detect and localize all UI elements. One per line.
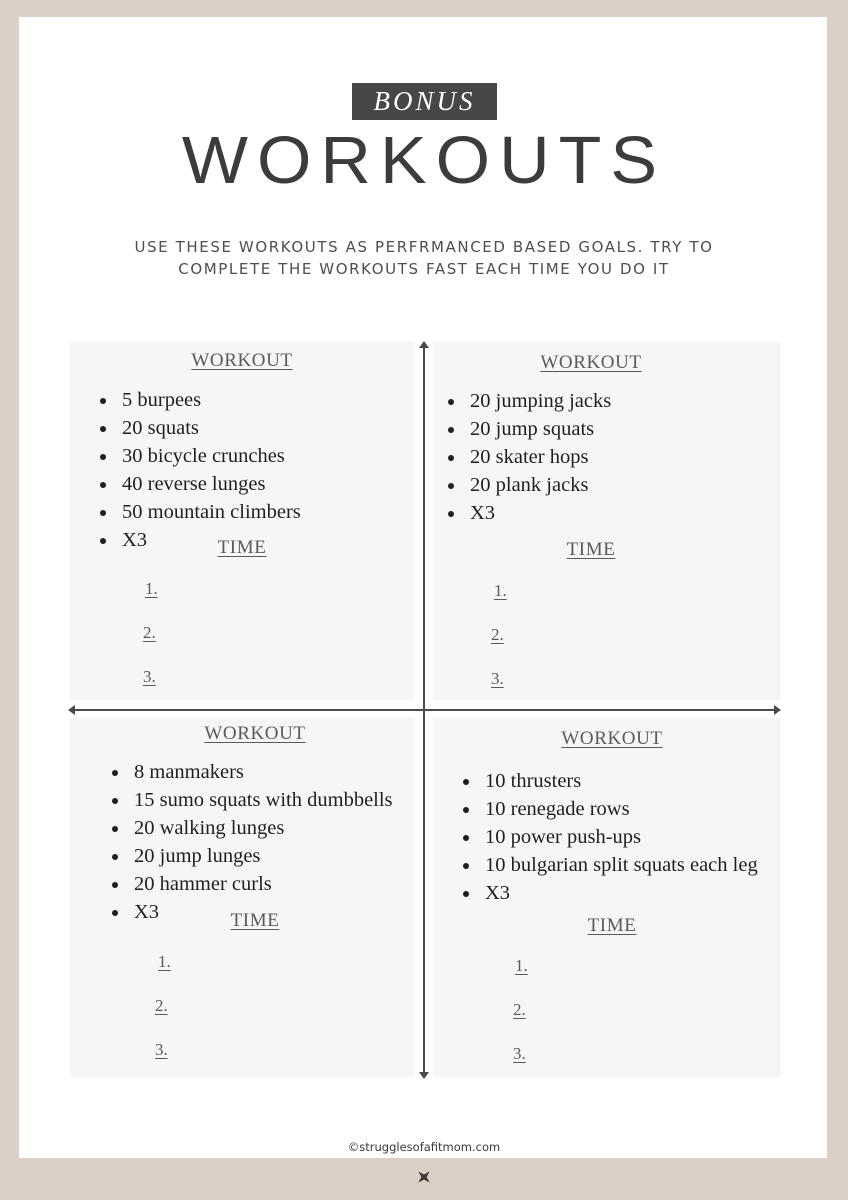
time-entry-3[interactable]: 3. xyxy=(143,667,156,686)
sparkle-icon xyxy=(414,1167,434,1187)
exercise-item: 20 skater hops xyxy=(448,443,611,471)
exercise-item: X3 xyxy=(112,898,393,926)
exercise-item: 20 squats xyxy=(100,414,301,442)
time-entry-2[interactable]: 2. xyxy=(513,1000,526,1019)
exercise-item: 5 burpees xyxy=(100,386,301,414)
instructions-line-2: COMPLETE THE WORKOUTS FAST EACH TIME YOU DO IT xyxy=(178,260,670,278)
exercise-item: 20 jump lunges xyxy=(112,842,393,870)
exercise-item: 20 walking lunges xyxy=(112,814,393,842)
time-entry-1[interactable]: 1. xyxy=(145,579,158,598)
time-entry-2[interactable]: 2. xyxy=(155,996,168,1015)
exercise-item: 40 reverse lunges xyxy=(100,470,301,498)
time-entry-1[interactable]: 1. xyxy=(158,952,171,971)
exercise-item: 20 jump squats xyxy=(448,415,611,443)
workout-panel-2 xyxy=(433,342,781,700)
time-heading: TIME xyxy=(230,910,280,931)
time-heading: TIME xyxy=(587,915,637,936)
exercise-item: 20 plank jacks xyxy=(448,471,611,499)
exercise-list xyxy=(448,387,611,527)
time-entry-1[interactable]: 1. xyxy=(515,956,528,975)
time-heading: TIME xyxy=(566,539,616,560)
exercise-item: 20 jumping jacks xyxy=(448,387,611,415)
instructions-line-1: USE THESE WORKOUTS AS PERFRMANCED BASED GOALS. TRY TO xyxy=(134,238,714,256)
exercise-item: 30 bicycle crunches xyxy=(100,442,301,470)
time-entry-2[interactable]: 2. xyxy=(143,623,156,642)
exercise-list xyxy=(100,386,301,554)
time-entry-2[interactable]: 2. xyxy=(491,625,504,644)
workout-panel-4 xyxy=(433,718,781,1077)
exercise-item: 10 bulgarian split squats each leg xyxy=(463,851,758,879)
exercise-item: X3 xyxy=(463,879,758,907)
arrow-left-icon xyxy=(68,705,75,715)
exercise-item: X3 xyxy=(448,499,611,527)
page-title: WORKOUTS xyxy=(181,122,667,198)
exercise-item: 8 manmakers xyxy=(112,758,393,786)
exercise-item: 10 power push-ups xyxy=(463,823,758,851)
workout-heading: WORKOUT xyxy=(204,723,306,744)
time-entry-1[interactable]: 1. xyxy=(494,581,507,600)
time-entry-3[interactable]: 3. xyxy=(155,1040,168,1059)
exercise-item: 50 mountain climbers xyxy=(100,498,301,526)
exercise-item: 20 hammer curls xyxy=(112,870,393,898)
arrow-up-icon xyxy=(419,341,429,348)
workout-panel-1 xyxy=(70,342,414,700)
bonus-badge: BONUS xyxy=(352,83,497,120)
time-entry-3[interactable]: 3. xyxy=(513,1044,526,1063)
exercise-item: 10 renegade rows xyxy=(463,795,758,823)
instructions xyxy=(90,236,758,280)
workout-heading: WORKOUT xyxy=(191,350,293,371)
exercise-item: 15 sumo squats with dumbbells xyxy=(112,786,393,814)
workout-heading: WORKOUT xyxy=(540,352,642,373)
time-heading: TIME xyxy=(217,537,267,558)
exercise-list xyxy=(112,758,393,926)
exercise-list xyxy=(463,767,758,907)
workout-heading: WORKOUT xyxy=(561,728,663,749)
exercise-item: X3 xyxy=(100,526,301,554)
exercise-item: 10 thrusters xyxy=(463,767,758,795)
copyright-credit: ©strugglesofafitmom.com xyxy=(347,1140,501,1154)
horizontal-axis-line xyxy=(72,709,778,711)
workout-panel-3 xyxy=(70,718,414,1077)
arrow-down-icon xyxy=(419,1072,429,1079)
time-entry-3[interactable]: 3. xyxy=(491,669,504,688)
arrow-right-icon xyxy=(774,705,781,715)
